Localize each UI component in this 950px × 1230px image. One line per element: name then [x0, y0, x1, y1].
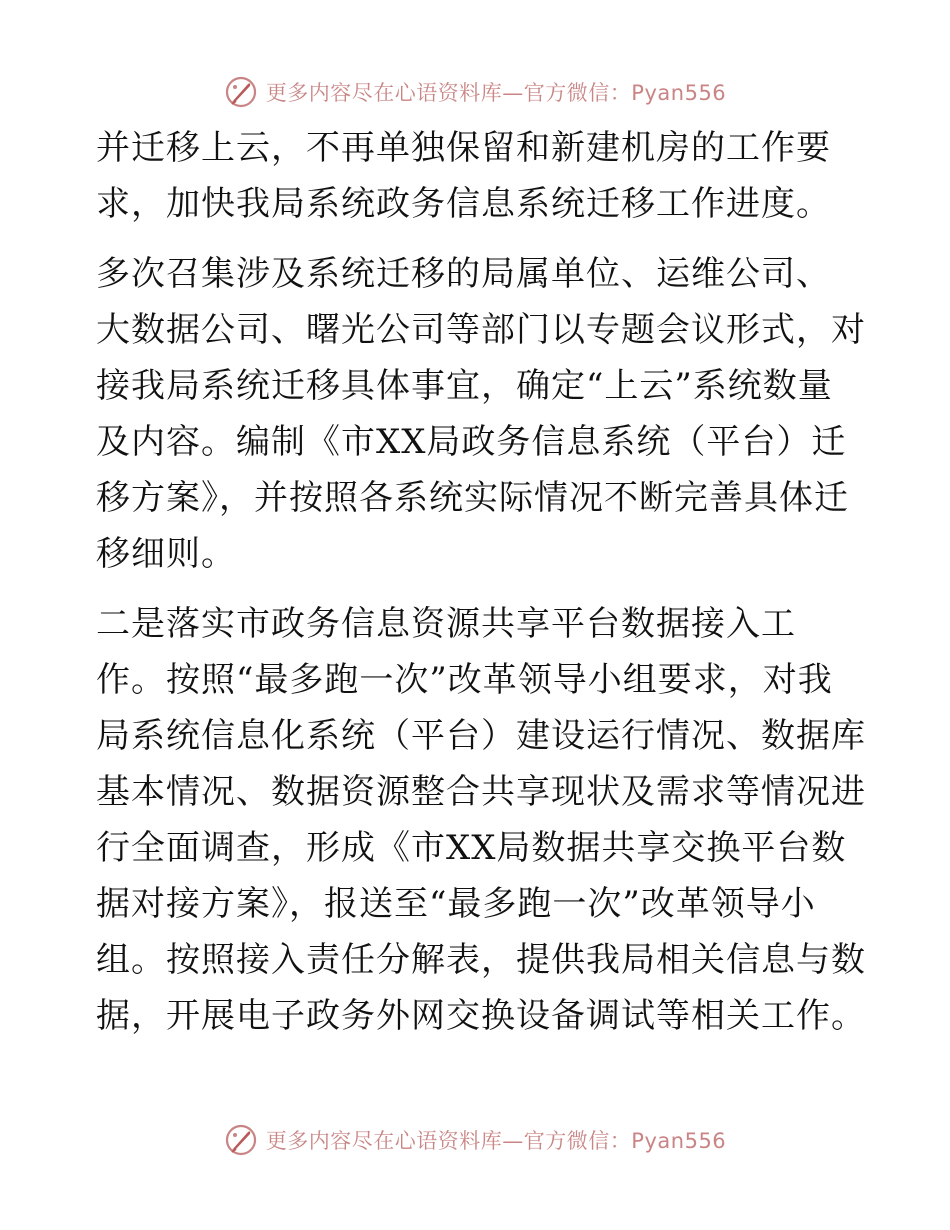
- document-body: [96, 120, 866, 1044]
- text-line: 据，开展电子政务外网交换设备调试等相关工作。: [96, 996, 866, 1036]
- text-line: 及内容。编制《市XX局政务信息系统（平台）迁: [96, 422, 847, 462]
- paragraph-3: [96, 596, 866, 1044]
- quill-pen-logo-icon: [224, 1123, 258, 1157]
- text-line: 据对接方案》，报送至“最多跑一次”改革领导小: [96, 884, 816, 924]
- text-line: 移方案》，并按照各系统实际情况不断完善具体迁: [96, 478, 849, 518]
- header-banner: [0, 72, 950, 112]
- footer-banner: [0, 1120, 950, 1160]
- text-line: 移细则。: [96, 534, 236, 574]
- paragraph-1: [96, 120, 866, 232]
- footer-banner-text: 更多内容尽在心语资料库—官方微信：Pyan556: [265, 1129, 727, 1153]
- text-line: 二是落实市政务信息资源共享平台数据接入工: [96, 604, 796, 644]
- text-line: 局系统信息化系统（平台）建设运行情况、数据库: [96, 716, 866, 756]
- text-line: 大数据公司、曙光公司等部门以专题会议形式，对: [96, 310, 866, 350]
- text-line: 接我局系统迁移具体事宜，确定“上云”系统数量: [96, 366, 833, 406]
- header-banner-text: 更多内容尽在心语资料库—官方微信：Pyan556: [265, 81, 727, 105]
- text-line: 基本情况、数据资源整合共享现状及需求等情况进: [96, 772, 866, 812]
- text-line: 组。按照接入责任分解表，提供我局相关信息与数: [96, 940, 866, 980]
- text-line: 并迁移上云，不再单独保留和新建机房的工作要: [96, 128, 831, 168]
- text-line: 多次召集涉及系统迁移的局属单位、运维公司、: [96, 254, 831, 294]
- text-line: 作。按照“最多跑一次”改革领导小组要求，对我: [96, 660, 833, 700]
- text-line: 行全面调查，形成《市XX局数据共享交换平台数: [96, 828, 847, 868]
- paragraph-2: [96, 246, 866, 582]
- quill-pen-logo-icon: [224, 75, 258, 109]
- text-line: 求，加快我局系统政务信息系统迁移工作进度。: [96, 184, 831, 224]
